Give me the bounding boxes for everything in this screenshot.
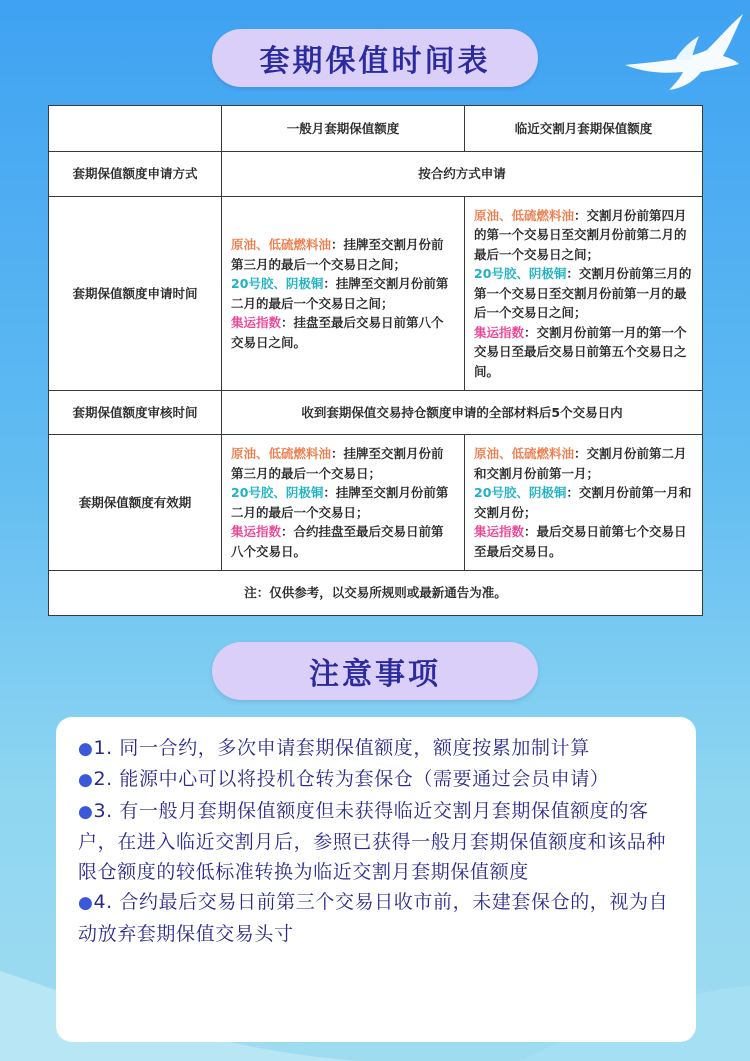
bullet-icon: ● (78, 801, 94, 822)
note-item-4: ●4. 合约最后交易日前第三个交易日收市前，未建套保仓的，视为自动放弃套期保值交易头寸 (78, 891, 669, 945)
valid-general-cell (222, 435, 465, 571)
dove-icon (615, 10, 750, 95)
col-header-near: 临近交割月套期保值额度 (465, 106, 703, 152)
row-label-review: 套期保值额度审核时间 (49, 391, 222, 435)
empty-header-cell (49, 106, 222, 152)
method-value: 按合约方式申请 (222, 152, 703, 197)
notes-card (56, 717, 696, 1042)
row-validity (49, 435, 703, 571)
row-label-method: 套期保值额度申请方式 (49, 152, 222, 197)
row-apply-time (49, 197, 703, 391)
apply-near-rubber: 20号胶、阴极铜：交割月份前第三月的第一个交易日至交割月份前第一月的最后一个交易日之间； (474, 266, 692, 321)
note-item-3: ●3. 有一般月套期保值额度但未获得临近交割月套期保值额度的客户，在进入临近交割月后，参照已获得一般月套期保值额度和该品种限仓额度的较低标准转换为临近交割月套期保值额度 (78, 799, 667, 884)
col-header-general: 一般月套期保值额度 (222, 106, 465, 152)
bullet-icon: ● (78, 893, 94, 914)
valid-general-oil: 原油、低硫燃料油：挂牌至交割月份前第三月的最后一个交易日； (231, 446, 444, 481)
notes-title: 注意事项 (212, 642, 538, 700)
schedule-title: 套期保值时间表 (212, 29, 538, 87)
apply-general-rubber: 20号胶、阴极铜：挂牌至交割月份前第二月的最后一个交易日之间； (231, 276, 449, 311)
row-method (49, 152, 703, 197)
apply-near-index: 集运指数：交割月份前第一月的第一个交易日至最后交易日前第五个交易日之间。 (474, 324, 687, 379)
row-label-apply: 套期保值额度申请时间 (49, 197, 222, 391)
valid-near-cell (465, 435, 703, 571)
valid-general-index: 集运指数：合约挂盘至最后交易日前第八个交易日。 (231, 524, 444, 559)
review-value: 收到套期保值交易持仓额度申请的全部材料后5个交易日内 (222, 391, 703, 435)
note-item-1: ●1. 同一合约，多次申请套期保值额度，额度按累加制计算 (78, 737, 590, 759)
apply-near-cell (465, 197, 703, 391)
row-label-valid: 套期保值额度有效期 (49, 435, 222, 571)
apply-general-index: 集运指数：挂盘至最后交易日前第八个交易日之间。 (231, 315, 444, 350)
bullet-icon: ● (78, 739, 94, 759)
apply-general-cell (222, 197, 465, 391)
valid-general-rubber: 20号胶、阴极铜：挂牌至交割月份前第二月的最后一个交易日； (231, 485, 449, 520)
bullet-icon: ● (78, 770, 94, 791)
notes-list (78, 733, 683, 949)
valid-near-index: 集运指数：最后交易日前第七个交易日至最后交易日。 (474, 524, 687, 559)
footnote: 注：仅供参考，以交易所规则或最新通告为准。 (49, 571, 703, 616)
table-header-row (49, 106, 703, 152)
apply-general-oil: 原油、低硫燃料油：挂牌至交割月份前第三月的最后一个交易日之间； (231, 237, 444, 272)
note-item-2: ●2. 能源中心可以将投机仓转为套保仓（需要通过会员申请） (78, 768, 610, 791)
hedging-schedule-table (48, 105, 703, 616)
row-review-time (49, 391, 703, 435)
valid-near-rubber: 20号胶、阴极铜：交割月份前第一月和交割月份； (474, 485, 692, 520)
valid-near-oil: 原油、低硫燃料油：交割月份前第二月和交割月份前第一月； (474, 446, 687, 481)
row-footnote (49, 571, 703, 616)
apply-near-oil: 原油、低硫燃料油：交割月份前第四月的第一个交易日至交割月份前第二月的最后一个交易日之间； (474, 207, 687, 262)
